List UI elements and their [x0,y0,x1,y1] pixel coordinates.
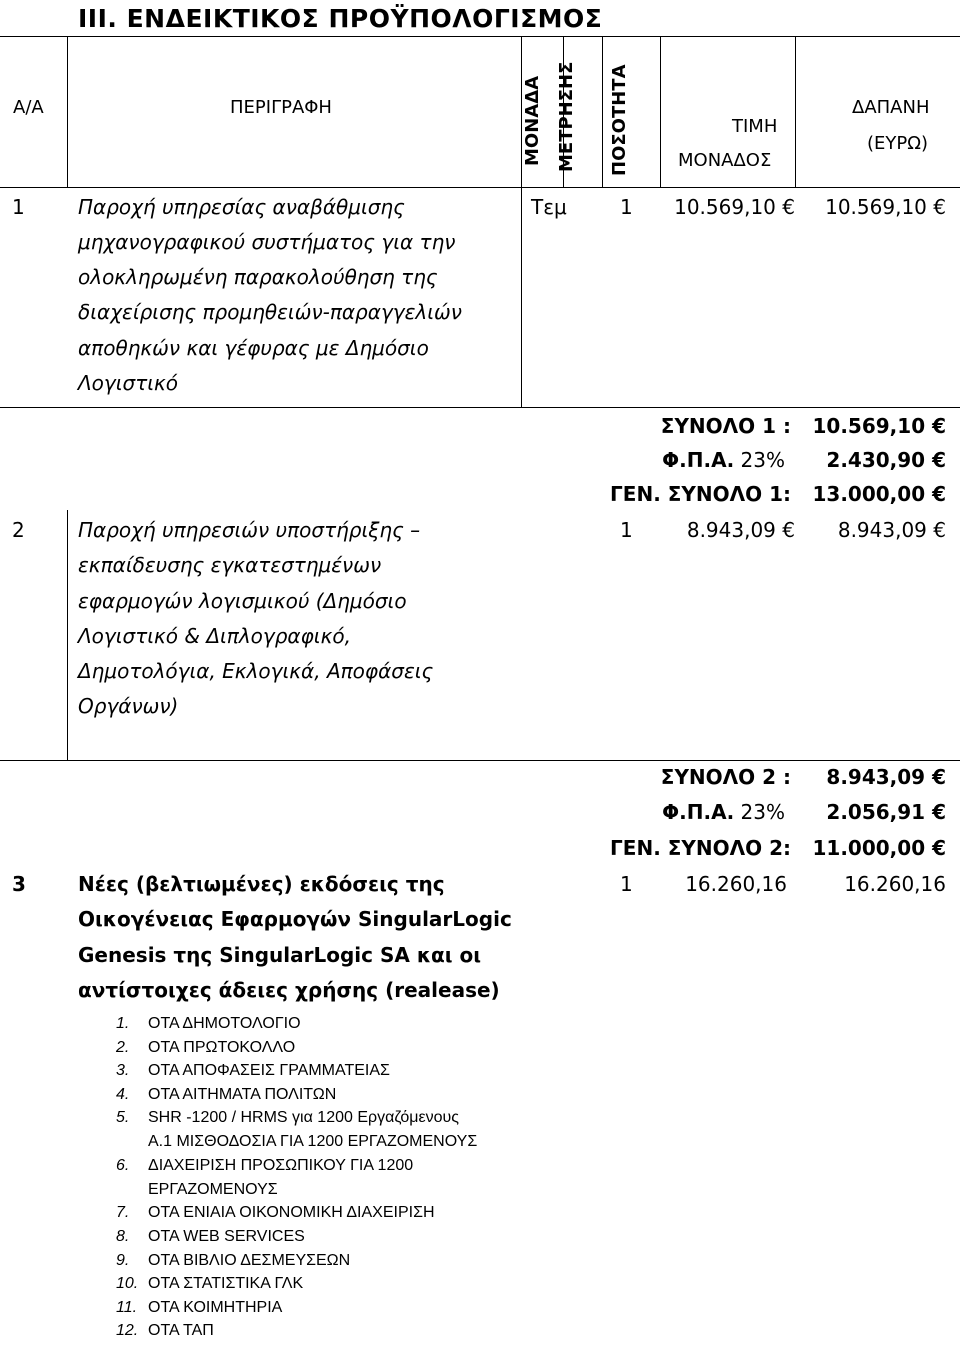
item3-list-4: 4. ΟΤΑ ΑΙΤΗΜΑΤΑ ΠΟΛΙΤΩΝ [116,1086,337,1103]
item3-list-9: 9. ΟΤΑ ΒΙΒΛΙΟ ΔΕΣΜΕΥΣΕΩΝ [116,1252,351,1269]
item2-grand-total-value: 11.000,00 € [812,836,946,860]
item1-cost: 10.569,10 € [825,195,946,219]
header-price-line2: ΜΟΝΑΔΟΣ [678,150,772,171]
item3-list-1: 1. ΟΤΑ ΔΗΜΟΤΟΛΟΓΙΟ [116,1015,301,1032]
item3-list-3: 3. ΟΤΑ ΑΠΟΦΑΣΕΙΣ ΓΡΑΜΜΑΤΕΙΑΣ [116,1062,390,1079]
item3-desc-line2: Οικογένειας Εφαρμογών SingularLogic [78,907,512,931]
header-bottom-border [0,187,960,188]
item1-vat-value: 2.430,90 € [826,448,946,472]
item3-list-8: 8. ΟΤΑ WEB SERVICES [116,1228,305,1245]
header-unit-line2: ΜΕΤΡΗΣΗΣ [556,61,577,172]
row2-bottom-border [0,760,960,761]
item1-grand-total-value: 13.000,00 € [812,482,946,506]
item1-total-value: 10.569,10 € [812,414,946,438]
item3-qty: 1 [620,872,633,896]
item3-no: 3 [12,872,26,896]
item1-vat-label: Φ.Π.Α. 23% [662,448,785,472]
item3-price: 16.260,16 [685,872,787,896]
item1-no: 1 [12,195,25,219]
header-cost-line2: (ΕΥΡΩ) [867,133,929,154]
item3-desc-line3: Genesis της SingularLogic SA και οι [78,943,482,967]
item2-desc-line3: εφαρμογών λογισμικού (Δημόσιο [78,589,407,613]
col-border-qty [602,36,603,187]
item3-list-7: 7. ΟΤΑ ΕΝΙΑΙΑ ΟΙΚΟΝΟΜΙΚΗ ΔΙΑΧΕΙΡΙΣΗ [116,1204,435,1221]
item1-grand-total-label: ΓΕΝ. ΣΥΝΟΛΟ 1: [610,482,791,506]
item3-desc-line4: αντίστοιχες άδειες χρήσης (realease) [78,978,500,1002]
item1-qty: 1 [620,195,633,219]
item1-desc-line5: αποθηκών και γέφυρας με Δημόσιο [78,336,429,360]
header-price-line1: ΤΙΜΗ [732,116,778,137]
item3-list-6-cont: ΕΡΓΑΖΟΜΕΝΟΥΣ [148,1181,278,1198]
item3-list-10: 10. ΟΤΑ ΣΤΑΤΙΣΤΙΚΑ ΓΛΚ [116,1275,304,1292]
item1-desc-line1: Παροχή υπηρεσίας αναβάθμισης [78,195,405,219]
col-border-price [660,36,661,187]
header-quantity: ΠΟΣΟΤΗΤΑ [609,64,630,176]
item1-desc-line6: Λογιστικό [78,371,179,395]
item3-list-12: 12. ΟΤΑ ΤΑΠ [116,1322,214,1339]
item2-vat-value: 2.056,91 € [826,800,946,824]
col-border-cost [795,36,796,187]
header-cost-line1: ΔΑΠΑΝΗ [852,97,930,118]
table-top-border [0,36,960,37]
item2-desc-line1: Παροχή υπηρεσιών υποστήριξης – [78,518,421,542]
item1-desc-line4: διαχείρισης προμηθειών-παραγγελιών [78,300,462,324]
item2-desc-line4: Λογιστικό & Διπλογραφικό, [78,624,351,648]
item2-no: 2 [12,518,25,542]
header-aa: Α/Α [13,97,44,118]
row1-bottom-border [0,407,960,408]
item2-desc-line2: εκπαίδευσης εγκατεστημένων [78,553,382,577]
item1-desc-line2: μηχανογραφικού συστήματος για την [78,230,456,254]
item3-list-11: 11. ΟΤΑ ΚΟΙΜΗΤΗΡΙΑ [116,1299,283,1316]
item3-list-2: 2. ΟΤΑ ΠΡΩΤΟΚΟΛΛΟ [116,1039,296,1056]
item2-total-value: 8.943,09 € [826,765,946,789]
item2-price: 8.943,09 € [686,518,795,542]
item2-desc-line5: Δημοτολόγια, Εκλογικά, Αποφάσεις [78,659,434,683]
page-title: III. ΕΝΔΕΙΚΤΙΚΟΣ ΠΡΟΫΠΟΛΟΓΙΣΜΟΣ [78,4,603,33]
header-unit-line1: ΜΟΝΑΔΑ [522,75,543,166]
item1-total-label: ΣΥΝΟΛΟ 1 : [660,414,791,438]
item3-list-6: 6. ΔΙΑΧΕΙΡΙΣΗ ΠΡΟΣΩΠΙΚΟΥ ΓΙΑ 1200 [116,1157,414,1174]
item3-list-5: 5. SHR -1200 / HRMS για 1200 Εργαζόμενους [116,1109,459,1126]
col-border-aa-row2 [67,510,68,760]
item2-vat-label: Φ.Π.Α. 23% [662,800,785,824]
item3-desc-line1: Νέες (βελτιωμένες) εκδόσεις της [78,872,445,896]
item2-qty: 1 [620,518,633,542]
item3-list-5-cont: Α.1 ΜΙΣΘΟΔΟΣΙΑ ΓΙΑ 1200 ΕΡΓΑΖΟΜΕΝΟΥΣ [148,1133,478,1150]
col-border-aa [67,36,68,187]
item3-cost: 16.260,16 [844,872,946,896]
item2-cost: 8.943,09 € [837,518,946,542]
item2-grand-total-label: ΓΕΝ. ΣΥΝΟΛΟ 2: [610,836,791,860]
header-description: ΠΕΡΙΓΡΑΦΗ [230,97,332,118]
item2-desc-line6: Οργάνων) [78,694,179,718]
item1-desc-line3: ολοκληρωμένη παρακολούθηση της [78,265,438,289]
item2-total-label: ΣΥΝΟΛΟ 2 : [660,765,791,789]
item1-price: 10.569,10 € [674,195,795,219]
item1-unit: Τεμ [531,195,567,219]
